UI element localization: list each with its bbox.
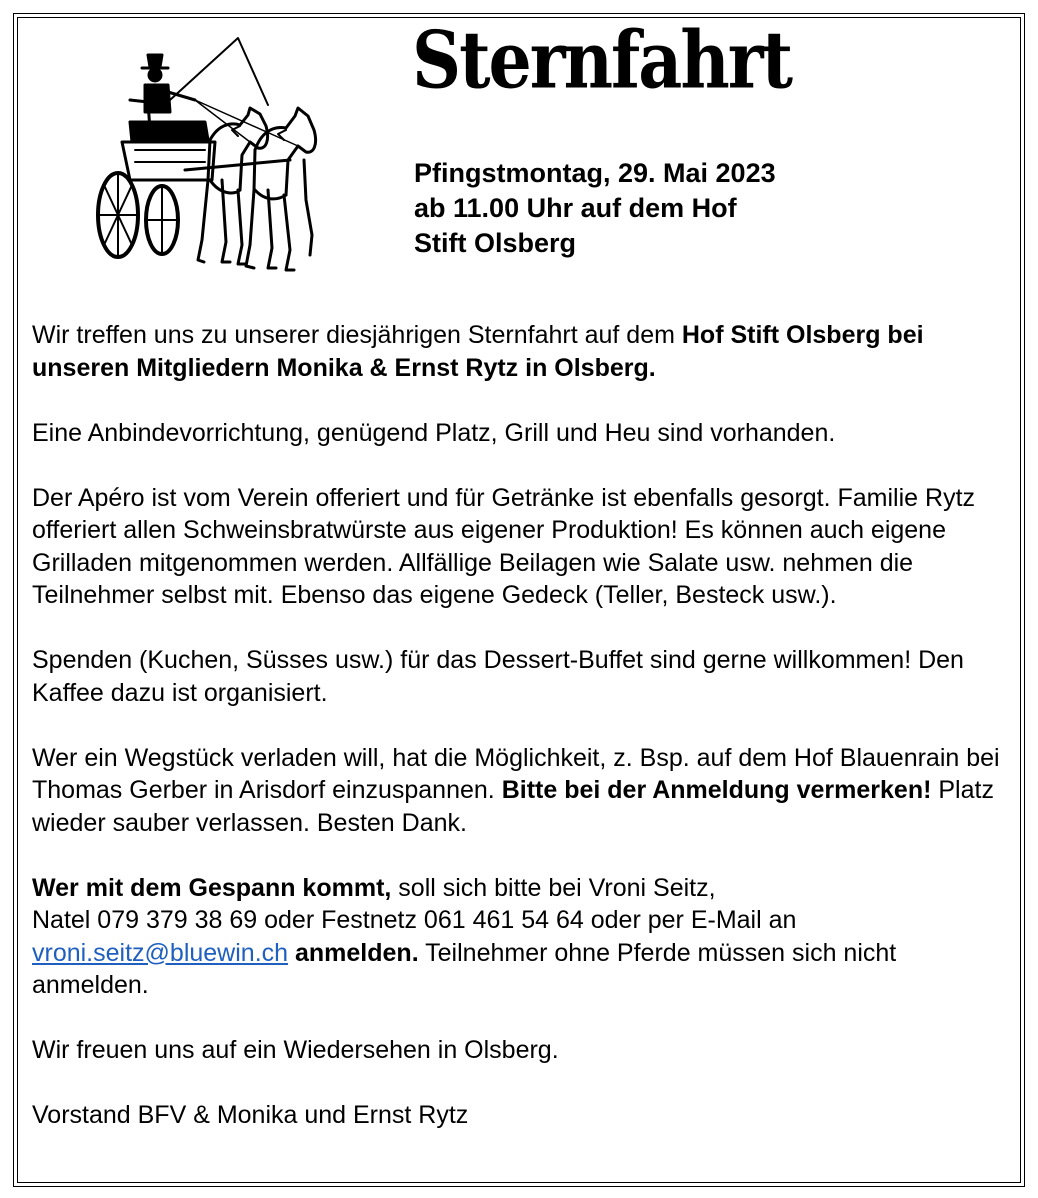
paragraph-intro — [32, 319, 1017, 384]
paragraph-registration — [32, 872, 1017, 1002]
paragraph-donations: Spenden (Kuchen, Süsses usw.) für das Dessert-Buffet sind gerne willkommen! Den Kaffee dazu ist organisiert. — [32, 646, 964, 707]
event-place: Stift Olsberg — [414, 228, 577, 258]
registration-phones: Natel 079 379 38 69 oder Festnetz 061 461 54 64 oder per E-Mail an — [32, 906, 797, 934]
registration-text: soll sich bitte bei Vroni Seitz, — [391, 873, 716, 902]
registration-bold: Wer mit dem Gespann kommt, — [32, 873, 392, 902]
transport-text: Wer ein Wegstück verladen will, hat die Möglichkeit, z. Bsp. auf dem Hof Blauenrain bei Thomas Gerber in Arisdorf einzuspannen. — [32, 743, 1000, 804]
paragraph-closing: Wir freuen uns auf ein Wiedersehen in Olsberg. — [32, 1036, 559, 1064]
paragraph-transport — [32, 742, 1017, 840]
event-info — [414, 156, 776, 261]
paragraph-signature: Vorstand BFV & Monika und Ernst Rytz — [32, 1101, 469, 1129]
registration-register: anmelden. — [295, 938, 419, 967]
page-title: Sternfahrt — [412, 15, 792, 108]
registration-note: Teilnehmer ohne Pferde müssen sich nicht anmelden. — [32, 938, 897, 999]
horse-carriage-icon — [90, 30, 330, 280]
paragraph-catering: Der Apéro ist vom Verein offeriert und für Getränke ist ebenfalls gesorgt. Familie Rytz offeriert allen Schweinsbratwürste aus eigener Produktion! Es können auch eigene Grilladen mitgenommen werden. Allfällige Beilagen wie Salate usw. nehmen die Teilnehmer selbst mit. Ebenso das eigene Gedeck (Teller, Besteck usw.). — [32, 483, 976, 609]
email-link[interactable]: vroni.seitz@bluewin.ch — [32, 938, 289, 967]
body-text — [32, 319, 1017, 1164]
transport-bold: Bitte bei der Anmeldung vermerken! — [501, 776, 932, 804]
transport-text-end: Platz wieder sauber verlassen. Besten Dank. — [32, 776, 994, 837]
intro-text: Wir treffen uns zu unserer diesjährigen Sternfahrt auf dem — [32, 321, 682, 349]
paragraph-facilities: Eine Anbindevorrichtung, genügend Platz, Grill und Heu sind vorhanden. — [32, 418, 836, 447]
event-time: ab 11.00 Uhr auf dem Hof — [414, 193, 737, 223]
event-date: Pfingstmontag, 29. Mai 2023 — [414, 158, 776, 188]
intro-bold: Hof Stift Olsberg bei unseren Mitgliedern Monika & Ernst Rytz in Olsberg. — [32, 321, 924, 382]
